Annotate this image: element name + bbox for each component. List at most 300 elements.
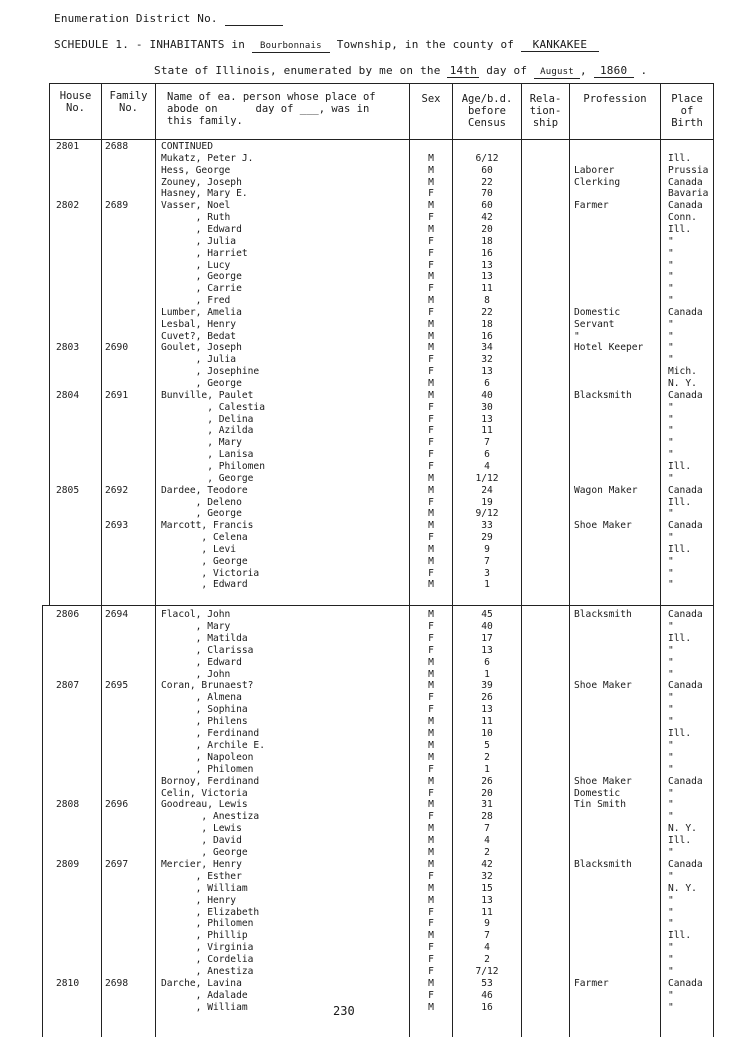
house-number: 2805 (56, 484, 80, 496)
place-of-birth: Canada (668, 389, 703, 401)
sex: M (428, 295, 434, 307)
sex: F (428, 870, 434, 882)
sex: F (428, 449, 434, 461)
family-number: 2690 (105, 342, 129, 354)
person-name: Mercier, Henry (161, 858, 242, 870)
age: 13 (481, 413, 493, 425)
age: 7 (484, 555, 490, 567)
sex: F (428, 460, 434, 472)
profession: Farmer (574, 977, 609, 989)
person-name: , Lewis (161, 823, 242, 835)
person-name: , David (161, 835, 242, 847)
age: 45 (481, 609, 493, 620)
person-name: , Ruth (161, 212, 231, 224)
col-rule-2 (155, 83, 156, 1037)
district-blank (225, 13, 283, 26)
sex: M (428, 508, 434, 520)
place-of-birth: " (668, 704, 674, 716)
person-name: Darche, Lavina (161, 977, 242, 989)
person-name: , Ferdinand (161, 728, 260, 739)
line-end: . (640, 64, 648, 77)
place-of-birth: Conn. (668, 212, 697, 224)
age: 29 (481, 532, 493, 544)
age: 6 (484, 656, 490, 668)
place-of-birth: Canada (668, 176, 703, 188)
sex: F (428, 918, 434, 930)
sex: F (428, 401, 434, 413)
person-name: , Azilda (161, 425, 254, 437)
sex: M (428, 378, 434, 389)
col-header-age: Age/b.d. before Census (461, 93, 513, 129)
year-sep: , (579, 64, 594, 77)
place-of-birth: " (668, 508, 674, 520)
age: 13 (481, 894, 493, 906)
place-of-birth: Ill. (668, 835, 692, 847)
place-of-birth: " (668, 668, 674, 680)
place-of-birth: " (668, 894, 674, 906)
age: 5 (484, 739, 490, 751)
house-number: 2808 (56, 799, 80, 811)
age: 18 (481, 318, 493, 330)
person-name: , Napoleon (161, 751, 254, 763)
sex: M (428, 858, 434, 870)
place-of-birth: " (668, 283, 674, 295)
place-of-birth: Canada (668, 306, 703, 318)
profession: Blacksmith (574, 389, 632, 401)
house-number: 2809 (56, 858, 80, 870)
place-of-birth: Canada (668, 520, 703, 532)
sex: F (428, 235, 434, 247)
section-divider-rule (42, 605, 713, 606)
sex: M (428, 176, 434, 188)
place-of-birth: Ill. (668, 496, 692, 508)
sex: F (428, 425, 434, 437)
person-name: , Esther (161, 870, 242, 882)
sex: M (428, 520, 434, 532)
sex: F (428, 763, 434, 775)
person-name: Bunville, Paulet (161, 389, 254, 401)
age: 60 (481, 200, 493, 212)
family-number: 2689 (105, 200, 129, 212)
age: 26 (481, 775, 493, 787)
sex: F (428, 787, 434, 799)
person-name: , George (161, 508, 242, 520)
sex: M (428, 330, 434, 342)
place-of-birth: " (668, 763, 674, 775)
age: 28 (481, 811, 493, 823)
person-name: , Philomen (161, 763, 254, 775)
age: 9/12 (475, 508, 499, 520)
place-of-birth: " (668, 259, 674, 271)
place-of-birth: " (668, 870, 674, 882)
family-number: 2694 (105, 609, 129, 620)
place-of-birth: " (668, 342, 674, 354)
place-of-birth: " (668, 354, 674, 366)
place-of-birth: " (668, 989, 674, 1001)
place-of-birth: " (668, 330, 674, 342)
place-of-birth: " (668, 235, 674, 247)
age: 7/12 (475, 966, 499, 977)
person-name: , Philomen (161, 460, 265, 472)
sex: F (428, 989, 434, 1001)
sex: M (428, 799, 434, 811)
place-of-birth: Prussia (668, 164, 709, 176)
house-number: 2804 (56, 389, 80, 401)
family-number: 2695 (105, 680, 129, 692)
family-number: 2696 (105, 799, 129, 811)
person-name: , George (161, 555, 248, 567)
sex: M (428, 728, 434, 739)
person-name: , George (161, 271, 242, 283)
sex: M (428, 680, 434, 692)
person-name: , Calestia (161, 401, 265, 413)
col-rule-left-lower (42, 606, 43, 1037)
house-number: 2807 (56, 680, 80, 692)
col-rule-7 (660, 83, 661, 1037)
sex: F (428, 413, 434, 425)
profession: Shoe Maker (574, 775, 632, 787)
person-name: , Harriet (161, 247, 248, 259)
col-header-birth: Place of Birth (671, 93, 703, 129)
person-name: , Archile E. (161, 739, 265, 751)
person-name: , Anestiza (161, 966, 254, 977)
family-number: 2692 (105, 484, 129, 496)
place-of-birth: Ill. (668, 543, 692, 555)
person-name: , Anestiza (161, 811, 260, 823)
sex: M (428, 555, 434, 567)
place-of-birth: " (668, 811, 674, 823)
age: 16 (481, 330, 493, 342)
sex: F (428, 496, 434, 508)
place-of-birth: Ill. (668, 223, 692, 235)
family-number: 2697 (105, 858, 129, 870)
col-rule-6 (569, 83, 570, 1037)
person-name: , Elizabeth (161, 906, 260, 918)
person-name: , Delina (161, 413, 254, 425)
place-of-birth: " (668, 295, 674, 307)
profession: Clerking (574, 176, 621, 188)
age: 53 (481, 977, 493, 989)
age: 6/12 (475, 152, 499, 164)
sex: F (428, 620, 434, 632)
sex: M (428, 977, 434, 989)
place-of-birth: N. Y. (668, 378, 697, 389)
sex: M (428, 739, 434, 751)
age: 17 (481, 632, 493, 644)
place-of-birth: Ill. (668, 460, 692, 472)
age: 70 (481, 188, 493, 200)
sex: F (428, 306, 434, 318)
place-of-birth: N. Y. (668, 882, 697, 894)
person-name: , Philens (161, 716, 248, 728)
age: 1 (484, 668, 490, 680)
age: 22 (481, 176, 493, 188)
person-name: , Virginia (161, 942, 254, 954)
age: 19 (481, 496, 493, 508)
age: 11 (481, 425, 493, 437)
place-of-birth: Ill. (668, 930, 692, 942)
sex: F (428, 259, 434, 271)
col-header-sex: Sex (421, 93, 441, 105)
sex: F (428, 906, 434, 918)
person-name: , Edward (161, 223, 242, 235)
sex: M (428, 716, 434, 728)
sex: F (428, 632, 434, 644)
schedule-mid: Township, in the county of (336, 38, 515, 51)
age: 9 (484, 543, 490, 555)
age: 16 (481, 247, 493, 259)
age: 2 (484, 751, 490, 763)
person-name: , George (161, 378, 242, 389)
sex: M (428, 656, 434, 668)
person-name: Marcott, Francis (161, 520, 254, 532)
place-of-birth: " (668, 716, 674, 728)
place-of-birth: " (668, 751, 674, 763)
place-of-birth: " (668, 579, 674, 591)
sex: M (428, 823, 434, 835)
header-bottom-rule (49, 139, 713, 140)
place-of-birth: " (668, 906, 674, 918)
col-rule-left (49, 83, 50, 605)
place-of-birth: " (668, 318, 674, 330)
profession: Farmer (574, 200, 609, 212)
age: 7 (484, 930, 490, 942)
profession: " (574, 330, 580, 342)
schedule-line (54, 38, 599, 53)
sex: F (428, 437, 434, 449)
sex: F (428, 811, 434, 823)
place-of-birth: " (668, 942, 674, 954)
profession: Shoe Maker (574, 520, 632, 532)
col-rule-right (713, 83, 714, 1037)
district-label: Enumeration District No. (54, 12, 218, 25)
place-of-birth: Canada (668, 858, 703, 870)
age: 32 (481, 870, 493, 882)
age: 10 (481, 728, 493, 739)
age: 11 (481, 906, 493, 918)
age: 16 (481, 1001, 493, 1013)
person-name: , Levi (161, 543, 237, 555)
profession: Laborer (574, 164, 615, 176)
person-name: , Matilda (161, 632, 248, 644)
state-prefix: State of Illinois, enumerated by me on the (154, 64, 441, 77)
age: 26 (481, 692, 493, 704)
sex: M (428, 223, 434, 235)
col-header-profession: Profession (583, 93, 647, 105)
person-name: , Victoria (161, 567, 260, 579)
family-number: 2688 (105, 141, 129, 152)
place-of-birth: " (668, 437, 674, 449)
person-name: , Lanisa (161, 449, 254, 461)
sex: F (428, 644, 434, 656)
page-number: 230 (333, 1004, 355, 1018)
age: 13 (481, 366, 493, 378)
sex: F (428, 966, 434, 977)
place-of-birth: Ill. (668, 152, 692, 164)
person-name: , Almena (161, 692, 242, 704)
age: 42 (481, 858, 493, 870)
place-of-birth: " (668, 413, 674, 425)
place-of-birth: " (668, 918, 674, 930)
place-of-birth: " (668, 567, 674, 579)
sex: F (428, 704, 434, 716)
age: 7 (484, 437, 490, 449)
col-header-name: Name of ea. person whose place of abode on day of ___, was in this family. (167, 91, 376, 127)
person-name: , Cordelia (161, 954, 254, 966)
age: 46 (481, 989, 493, 1001)
person-name: Zouney, Joseph (161, 176, 242, 188)
sex: F (428, 212, 434, 224)
age: 33 (481, 520, 493, 532)
age: 11 (481, 283, 493, 295)
place-of-birth: " (668, 787, 674, 799)
sex: M (428, 775, 434, 787)
person-name: , Julia (161, 235, 237, 247)
person-name: , George (161, 847, 248, 858)
age: 6 (484, 449, 490, 461)
age: 1 (484, 763, 490, 775)
place-of-birth: " (668, 692, 674, 704)
person-name: , Josephine (161, 366, 260, 378)
age: 20 (481, 787, 493, 799)
house-number: 2802 (56, 200, 80, 212)
place-of-birth: " (668, 620, 674, 632)
age: 24 (481, 484, 493, 496)
person-name: Flacol, John (161, 609, 231, 620)
profession: Domestic (574, 306, 621, 318)
person-name: Cuvet?, Bedat (161, 330, 237, 342)
place-of-birth: " (668, 1001, 674, 1013)
place-of-birth: " (668, 271, 674, 283)
age: 2 (484, 954, 490, 966)
sex: M (428, 200, 434, 212)
person-name: , George (161, 472, 254, 484)
sex: M (428, 847, 434, 858)
col-rule-5 (521, 83, 522, 1037)
sex: M (428, 1001, 434, 1013)
sex: M (428, 152, 434, 164)
sex: M (428, 609, 434, 620)
age: 11 (481, 716, 493, 728)
col-header-family: Family No. (109, 90, 148, 114)
place-of-birth: " (668, 656, 674, 668)
sex: M (428, 751, 434, 763)
enum-month: August (534, 66, 580, 79)
state-line (154, 64, 647, 79)
place-of-birth: Canada (668, 484, 703, 496)
house-number: 2810 (56, 977, 80, 989)
house-number: 2801 (56, 141, 80, 152)
person-name: , John (161, 668, 231, 680)
profession: Wagon Maker (574, 484, 638, 496)
place-of-birth: Canada (668, 609, 703, 620)
age: 42 (481, 212, 493, 224)
profession: Domestic (574, 787, 621, 799)
person-name: Hasney, Mary E. (161, 188, 248, 200)
age: 40 (481, 389, 493, 401)
place-of-birth: Ill. (668, 632, 692, 644)
sex: M (428, 930, 434, 942)
person-name: , Mary (161, 437, 242, 449)
age: 7 (484, 823, 490, 835)
township-name: Bourbonnais (252, 40, 330, 53)
sex: M (428, 164, 434, 176)
sex: M (428, 543, 434, 555)
place-of-birth: " (668, 799, 674, 811)
schedule-prefix: SCHEDULE 1. - INHABITANTS in (54, 38, 246, 51)
age: 13 (481, 644, 493, 656)
sex: F (428, 188, 434, 200)
person-name: , Mary (161, 620, 231, 632)
age: 18 (481, 235, 493, 247)
family-number: 2693 (105, 520, 129, 532)
place-of-birth: " (668, 555, 674, 567)
age: 9 (484, 918, 490, 930)
age: 3 (484, 567, 490, 579)
profession: Hotel Keeper (574, 342, 644, 354)
sex: F (428, 692, 434, 704)
sex: M (428, 668, 434, 680)
day-of-label: day of (486, 64, 528, 77)
house-number: 2803 (56, 342, 80, 354)
age: 34 (481, 342, 493, 354)
person-name: , Carrie (161, 283, 242, 295)
profession: Servant (574, 318, 615, 330)
person-name: , Edward (161, 579, 248, 591)
place-of-birth: " (668, 966, 674, 977)
place-of-birth: " (668, 644, 674, 656)
person-name: Mukatz, Peter J. (161, 152, 254, 164)
person-name: , Adalade (161, 989, 248, 1001)
age: 8 (484, 295, 490, 307)
person-name: , Sophina (161, 704, 248, 716)
sex: F (428, 942, 434, 954)
age: 13 (481, 704, 493, 716)
district-line (54, 12, 283, 26)
sex: F (428, 366, 434, 378)
sex: M (428, 472, 434, 484)
profession: Tin Smith (574, 799, 626, 811)
person-name: Lesbal, Henry (161, 318, 237, 330)
place-of-birth: " (668, 847, 674, 858)
profession: Blacksmith (574, 858, 632, 870)
place-of-birth: Ill. (668, 728, 692, 739)
person-name: Celin, Victoria (161, 787, 248, 799)
family-number: 2698 (105, 977, 129, 989)
age: 22 (481, 306, 493, 318)
person-name: Goulet, Joseph (161, 342, 242, 354)
table-top-rule (49, 83, 713, 84)
person-name: CONTINUED (161, 141, 213, 152)
person-name: , William (161, 882, 248, 894)
age: 15 (481, 882, 493, 894)
age: 20 (481, 223, 493, 235)
age: 4 (484, 942, 490, 954)
age: 31 (481, 799, 493, 811)
sex: M (428, 484, 434, 496)
enum-day: 14th (447, 65, 479, 78)
sex: F (428, 283, 434, 295)
place-of-birth: " (668, 449, 674, 461)
profession: Blacksmith (574, 609, 632, 620)
person-name: , Julia (161, 354, 237, 366)
age: 32 (481, 354, 493, 366)
place-of-birth: " (668, 247, 674, 259)
person-name: , Philomen (161, 918, 254, 930)
person-name: Bornoy, Ferdinand (161, 775, 260, 787)
age: 1/12 (475, 472, 499, 484)
place-of-birth: " (668, 954, 674, 966)
